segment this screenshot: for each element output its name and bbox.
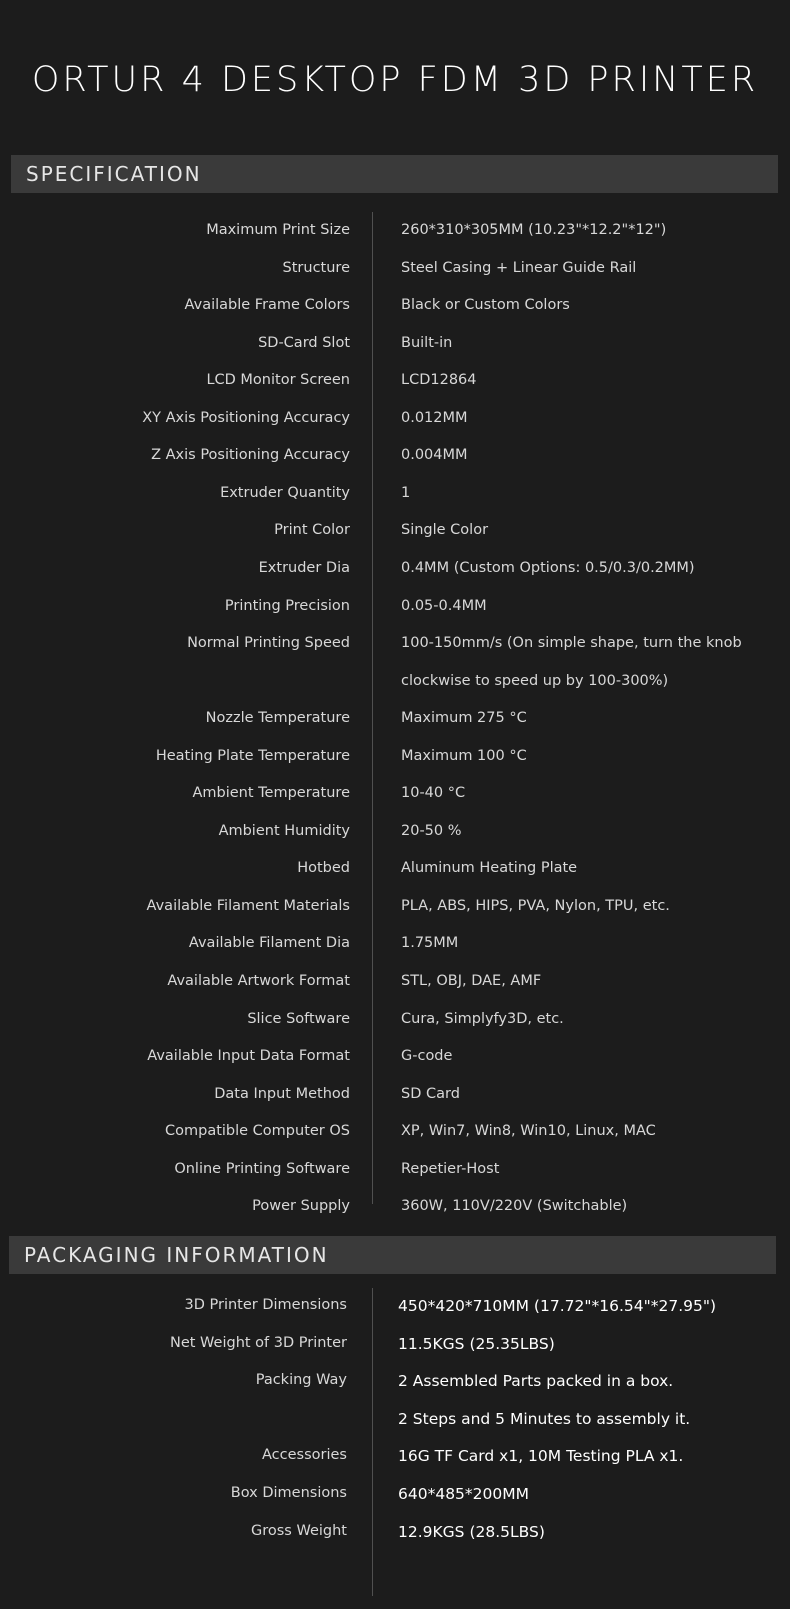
packaging-label: Accessories: [262, 1447, 347, 1464]
spec-row: [0, 560, 790, 586]
spec-label: XY Axis Positioning Accuracy: [142, 409, 350, 426]
packaging-row: [0, 1485, 790, 1511]
spec-label: Compatible Computer OS: [165, 1123, 350, 1140]
packaging-row: [0, 1372, 790, 1398]
spec-row: [0, 1048, 790, 1074]
spec-label: SD-Card Slot: [258, 334, 350, 351]
spec-row: [0, 1161, 790, 1187]
spec-label: Printing Precision: [224, 597, 350, 614]
spec-value: Cura, Simplyfy3D, etc.: [401, 1010, 564, 1027]
spec-value: Steel Casing + Linear Guide Rail: [401, 259, 637, 276]
spec-label: Extruder Quantity: [220, 484, 350, 501]
packaging-label: Box Dimensions: [230, 1485, 347, 1501]
spec-label: Ambient Temperature: [192, 785, 350, 802]
spec-row: [0, 1086, 790, 1112]
spec-row: [0, 860, 790, 886]
packaging-heading: PACKAGING INFORMATION: [9, 1236, 776, 1274]
packaging-value: 450*420*710MM (17.72"*16.54"*27.95"): [398, 1297, 717, 1315]
spec-label: Available Frame Colors: [184, 297, 350, 314]
spec-value: 0.012MM: [401, 409, 468, 426]
spec-row: [0, 635, 790, 661]
spec-value: 1: [401, 484, 411, 501]
spec-row: [0, 1123, 790, 1149]
spec-value: Built-in: [401, 334, 453, 351]
spec-label: Heating Plate Temperature: [155, 747, 350, 764]
packaging-value: 12.9KGS (28.5LBS): [398, 1522, 545, 1541]
spec-label: Hotbed: [297, 860, 350, 877]
spec-value-continued: clockwise to speed up by 100-300%): [401, 672, 669, 689]
packaging-row: [0, 1335, 790, 1361]
spec-row: [0, 222, 790, 248]
spec-label: Nozzle Temperature: [205, 710, 350, 727]
spec-row: [0, 297, 790, 323]
spec-label: LCD Monitor Screen: [206, 372, 350, 389]
packaging-value-continued: 2 Steps and 5 Minutes to assembly it.: [398, 1409, 691, 1428]
spec-label: Normal Printing Speed: [187, 635, 350, 652]
spec-label: Extruder Dia: [258, 559, 350, 576]
packaging-label: Gross Weight: [251, 1522, 347, 1539]
spec-row: [0, 1011, 790, 1037]
spec-value: 0.05-0.4MM: [401, 597, 487, 614]
spec-row: [0, 898, 790, 924]
spec-row: [0, 785, 790, 811]
spec-label: Slice Software: [247, 1010, 350, 1027]
spec-row: [0, 598, 790, 624]
spec-label: Online Printing Software: [174, 1160, 350, 1177]
spec-value: STL, OBJ, DAE, AMF: [401, 973, 542, 989]
spec-label: Ambient Humidity: [218, 822, 350, 839]
spec-value: Black or Custom Colors: [401, 297, 570, 314]
spec-row: [0, 710, 790, 736]
spec-label: Z Axis Positioning Accuracy: [151, 447, 350, 464]
spec-label: Available Artwork Format: [167, 973, 350, 989]
spec-row: [0, 447, 790, 473]
spec-row: [0, 1198, 790, 1224]
spec-row: [0, 485, 790, 511]
spec-value: PLA, ABS, HIPS, PVA, Nylon, TPU, etc.: [401, 897, 670, 914]
spec-value: 0.4MM (Custom Options: 0.5/0.3/0.2MM): [401, 559, 695, 576]
packaging-value: 16G TF Card x1, 10M Testing PLA x1.: [398, 1447, 684, 1466]
spec-value: 20-50 %: [401, 822, 462, 839]
specification-heading: SPECIFICATION: [11, 155, 778, 193]
spec-value: 1.75MM: [401, 935, 459, 952]
packaging-value: 11.5KGS (25.35LBS): [398, 1334, 555, 1353]
packaging-label: Packing Way: [255, 1372, 347, 1389]
spec-value: 10-40 °C: [401, 785, 466, 802]
packaging-value: 2 Assembled Parts packed in a box.: [398, 1372, 674, 1391]
spec-row: [0, 748, 790, 774]
spec-row: [0, 372, 790, 398]
packaging-row: [0, 1297, 790, 1323]
spec-row: [0, 410, 790, 436]
spec-value: Aluminum Heating Plate: [401, 860, 578, 877]
spec-value: 0.004MM: [401, 447, 468, 464]
spec-label: Structure: [282, 259, 350, 276]
spec-label: Data Input Method: [214, 1085, 350, 1102]
spec-label: Available Filament Dia: [188, 935, 350, 952]
packaging-label: Net Weight of 3D Printer: [169, 1334, 347, 1351]
spec-value: Maximum 100 °C: [401, 747, 527, 764]
spec-label: Maximum Print Size: [206, 222, 350, 238]
spec-row: [0, 260, 790, 286]
spec-label: Power Supply: [252, 1198, 350, 1215]
spec-label: Available Input Data Format: [147, 1048, 350, 1065]
spec-value: 260*310*305MM (10.23"*12.2"*12"): [401, 222, 667, 238]
spec-row: [0, 522, 790, 548]
packaging-row: [0, 1447, 790, 1473]
spec-value: Maximum 275 °C: [401, 710, 527, 727]
spec-value: Repetier-Host: [401, 1160, 500, 1177]
spec-value: 100-150mm/s (On simple shape, turn the knob: [401, 635, 742, 652]
packaging-label: 3D Printer Dimensions: [184, 1297, 347, 1313]
spec-label: Print Color: [274, 522, 350, 539]
spec-row: [0, 973, 790, 999]
spec-label: Available Filament Materials: [146, 897, 350, 914]
spec-value: LCD12864: [401, 372, 477, 389]
packaging-row: [0, 1523, 790, 1549]
spec-value: SD Card: [401, 1085, 460, 1102]
spec-value: Single Color: [401, 522, 489, 539]
packaging-value: 640*485*200MM: [398, 1485, 530, 1503]
spec-value: 360W, 110V/220V (Switchable): [401, 1198, 628, 1215]
spec-row: [0, 823, 790, 849]
spec-row: [0, 935, 790, 961]
spec-row: [0, 335, 790, 361]
spec-value: G-code: [401, 1048, 453, 1065]
spec-value: XP, Win7, Win8, Win10, Linux, MAC: [401, 1123, 656, 1140]
page-title: ORTUR 4 DESKTOP FDM 3D PRINTER: [31, 60, 759, 100]
